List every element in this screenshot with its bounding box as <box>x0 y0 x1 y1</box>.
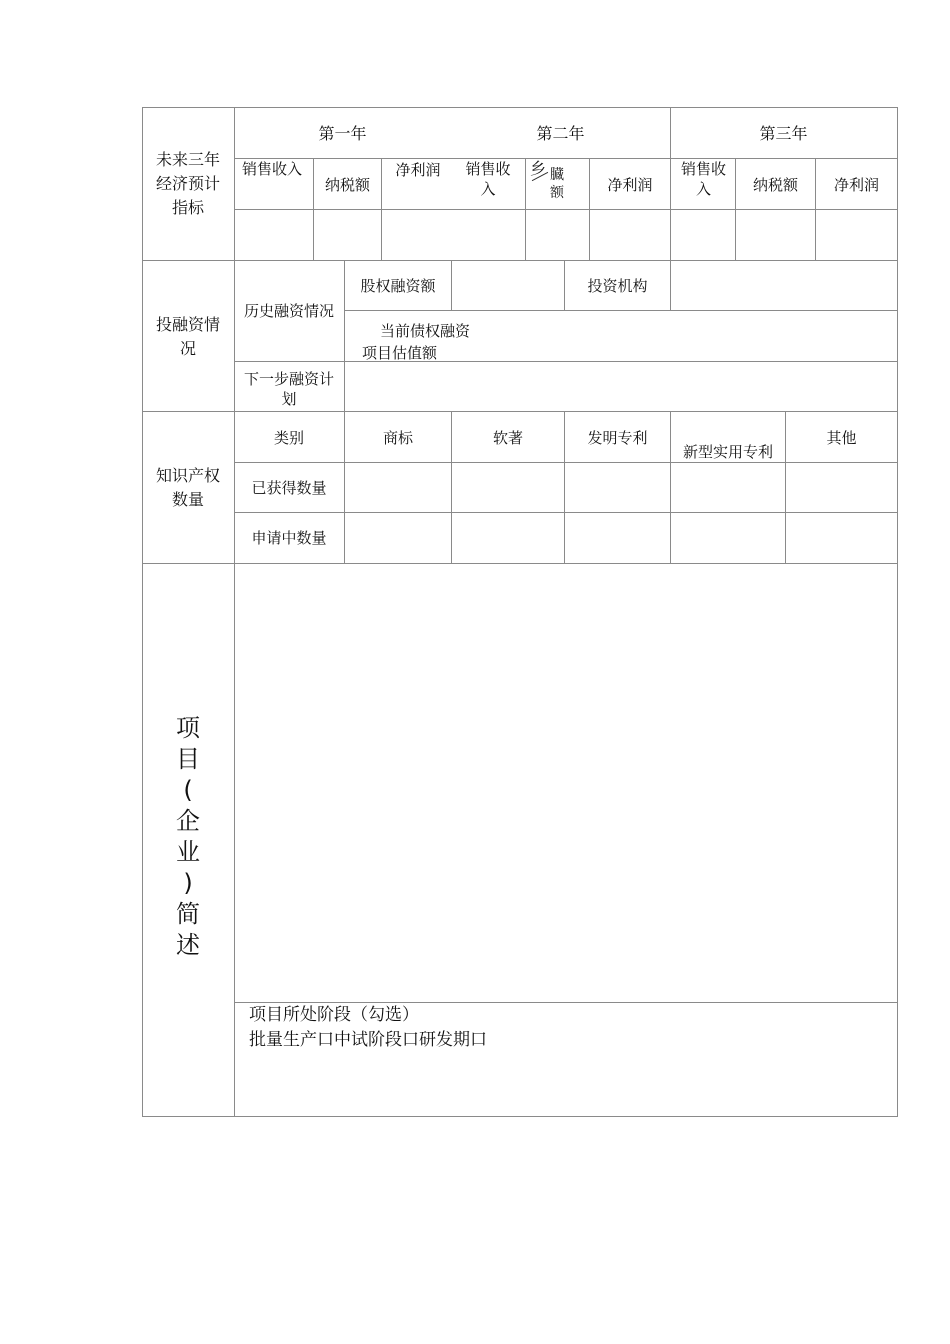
ip-col-trademark: 商标 <box>382 429 413 447</box>
label-line: 数量 <box>171 490 204 509</box>
label-line: 况 <box>179 339 196 358</box>
table-bottom-border <box>142 1116 898 1117</box>
project-stage-title: 项目所处阶段（勾选） <box>249 1005 419 1025</box>
col-divider <box>670 107 671 260</box>
header-line: 入 <box>480 180 496 198</box>
debt-financing-label: 当前债权融资 <box>380 322 471 340</box>
y2-tax-glyph: 乡 <box>530 159 547 178</box>
label-line: 知识产权 <box>155 466 220 485</box>
header-line: 销售收 <box>465 160 511 178</box>
financing-section-label <box>142 313 234 361</box>
label-line: 投融资情 <box>155 315 220 334</box>
investor-label: 投资机构 <box>587 277 648 295</box>
year-1-header: 第一年 <box>318 124 367 143</box>
y2-tax-header <box>546 166 568 202</box>
col-divider <box>670 411 671 564</box>
y1-sales-header: 销售收入 <box>242 160 303 178</box>
row-divider <box>344 310 898 311</box>
label-line: 下一步融资计 <box>243 370 334 388</box>
y3-profit-header: 净利润 <box>833 176 879 194</box>
label-char: 述 <box>176 931 200 959</box>
header-line: 额 <box>550 185 564 201</box>
project-stage-options: 批量生产口中试阶段口研发期口 <box>249 1030 487 1050</box>
ip-col-utility-patent: 新型实用专利 <box>682 443 773 461</box>
header-line: 销售收 <box>680 160 726 178</box>
ip-col-software-copyright: 软著 <box>492 429 523 447</box>
header-line: 臓 <box>550 167 564 183</box>
ip-row-obtained: 已获得数量 <box>251 479 327 497</box>
row-divider <box>234 512 898 513</box>
forecast-section-label <box>142 148 234 220</box>
label-char: ) <box>183 869 193 897</box>
valuation-label: 项目估值额 <box>362 344 438 362</box>
label-line: 指标 <box>171 198 204 217</box>
ip-row-pending: 申请中数量 <box>251 529 327 547</box>
ip-section-label <box>142 464 234 512</box>
year-3-header: 第三年 <box>759 124 808 143</box>
col-divider <box>525 158 526 260</box>
row-divider <box>234 158 898 159</box>
description-section-label <box>142 713 234 961</box>
label-char: 简 <box>176 900 200 928</box>
y2-profit-header: 净利润 <box>607 176 653 194</box>
header-line: 入 <box>695 180 711 198</box>
col-divider <box>451 260 452 311</box>
equity-financing-label: 股权融资额 <box>360 277 436 295</box>
label-char: 业 <box>176 838 200 866</box>
y3-sales-header <box>672 159 735 199</box>
label-line: 经济预计 <box>155 174 220 193</box>
label-char: 企 <box>176 807 200 835</box>
section-divider <box>142 260 898 261</box>
row-divider <box>234 361 898 362</box>
label-char: 目 <box>176 745 200 773</box>
label-char: 项 <box>176 714 200 742</box>
col-divider <box>589 158 590 260</box>
label-line: 划 <box>281 390 297 408</box>
label-column-divider <box>234 107 235 1117</box>
ip-col-invention-patent: 发明专利 <box>587 429 648 447</box>
ip-category-header: 类别 <box>273 429 304 447</box>
table-right-border <box>897 107 898 1117</box>
year-2-header: 第二年 <box>536 124 585 143</box>
col-divider <box>313 158 314 260</box>
next-plan-label <box>234 369 344 409</box>
y2-sales-header <box>456 159 520 199</box>
col-divider <box>815 158 816 260</box>
y1-tax-header: 纳税额 <box>324 176 370 194</box>
row-divider <box>234 209 898 210</box>
col-divider <box>735 158 736 260</box>
y1-profit-header: 净利润 <box>395 161 441 179</box>
table-left-border <box>142 107 143 1117</box>
history-financing-label: 历史融资情况 <box>243 302 334 320</box>
table-top-border <box>142 107 898 108</box>
ip-col-other: 其他 <box>826 429 857 447</box>
label-char: ( <box>183 776 193 804</box>
label-line: 未来三年 <box>155 150 220 169</box>
row-divider <box>234 462 898 463</box>
y3-tax-header: 纳税额 <box>752 176 798 194</box>
col-divider <box>670 260 671 311</box>
